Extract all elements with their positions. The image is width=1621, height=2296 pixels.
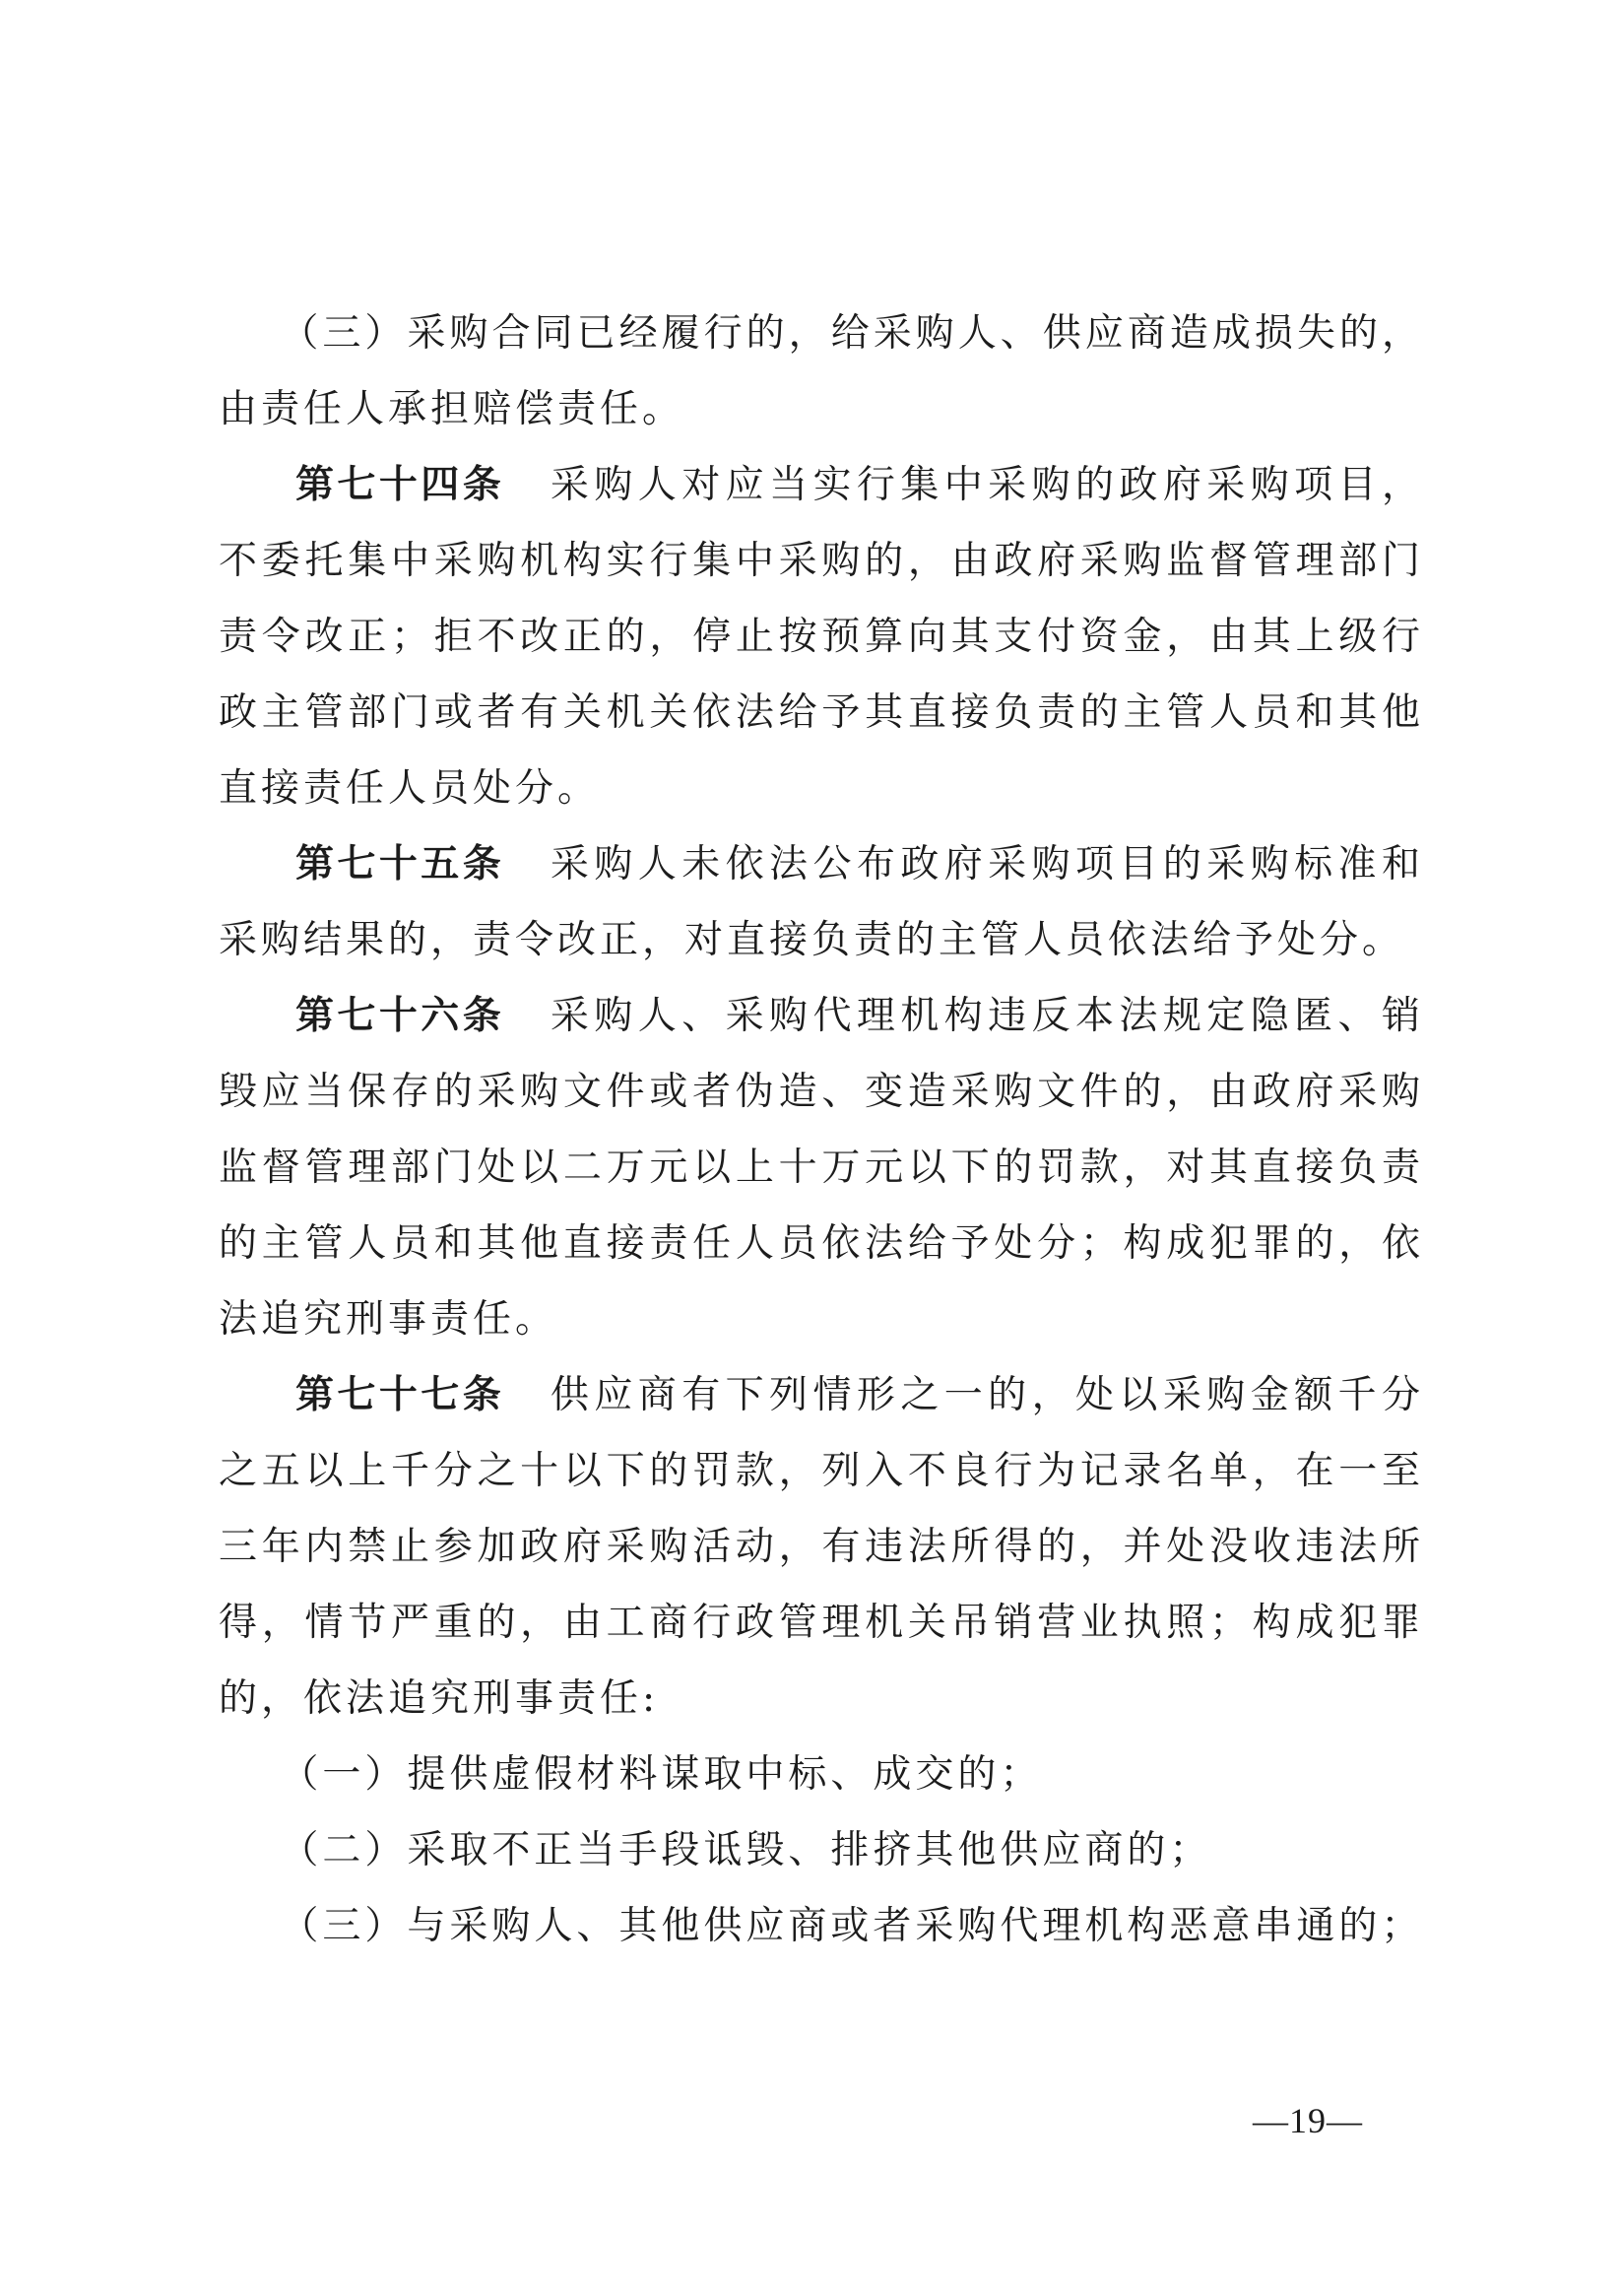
article-75 xyxy=(219,826,1424,978)
article-title: 第七十五条 xyxy=(295,842,505,886)
paragraph-item-one xyxy=(219,1737,1424,1812)
article-title: 第七十六条 xyxy=(295,994,505,1038)
page-number: —19— xyxy=(1253,2101,1363,2140)
paragraph-text: （三）与采购人、其他供应商或者采购代理机构恶意串通的； xyxy=(280,1904,1424,1948)
article-text: 采购人对应当实行集中采购的政府采购项目，不委托集中采购机构实行集中采购的，由政府采购监督管理部门责令改正；拒不改正的，停止按预算向其支付资金，由其上级行政主管部门或者有关机关依法给予其直接负责的主管人员和其他直接责任人员处分。 xyxy=(219,463,1424,811)
paragraph-item-two xyxy=(219,1812,1424,1888)
paragraph-text: （三）采购合同已经履行的，给采购人、供应商造成损失的，由责任人承担赔偿责任。 xyxy=(219,311,1424,431)
article-title: 第七十四条 xyxy=(295,463,505,507)
article-74 xyxy=(219,447,1424,826)
paragraph-text: （二）采取不正当手段诋毁、排挤其他供应商的； xyxy=(280,1828,1212,1872)
paragraph-text: （一）提供虚假材料谋取中标、成交的； xyxy=(280,1752,1043,1797)
article-text: 供应商有下列情形之一的，处以采购金额千分之五以上千分之十以下的罚款，列入不良行为记录名单，在一至三年内禁止参加政府采购活动，有违法所得的，并处没收违法所得，情节严重的，由工商行政管理机关吊销营业执照；构成犯罪的，依法追究刑事责任: xyxy=(219,1373,1424,1721)
document-body xyxy=(219,295,1424,1964)
article-76 xyxy=(219,978,1424,1357)
article-text: 采购人、采购代理机构违反本法规定隐匿、销毁应当保存的采购文件或者伪造、变造采购文件的，由政府采购监督管理部门处以二万元以上十万元以下的罚款，对其直接负责的主管人员和其他直接责任人员依法给予处分；构成犯罪的，依法追究刑事责任。 xyxy=(219,994,1424,1342)
article-77 xyxy=(219,1357,1424,1737)
article-title: 第七十七条 xyxy=(295,1373,505,1417)
paragraph-item-three xyxy=(219,1888,1424,1964)
article-text: 采购人未依法公布政府采购项目的采购标准和采购结果的，责令改正，对直接负责的主管人员依法给予处分。 xyxy=(219,842,1424,962)
paragraph-item-three-contract xyxy=(219,295,1424,447)
